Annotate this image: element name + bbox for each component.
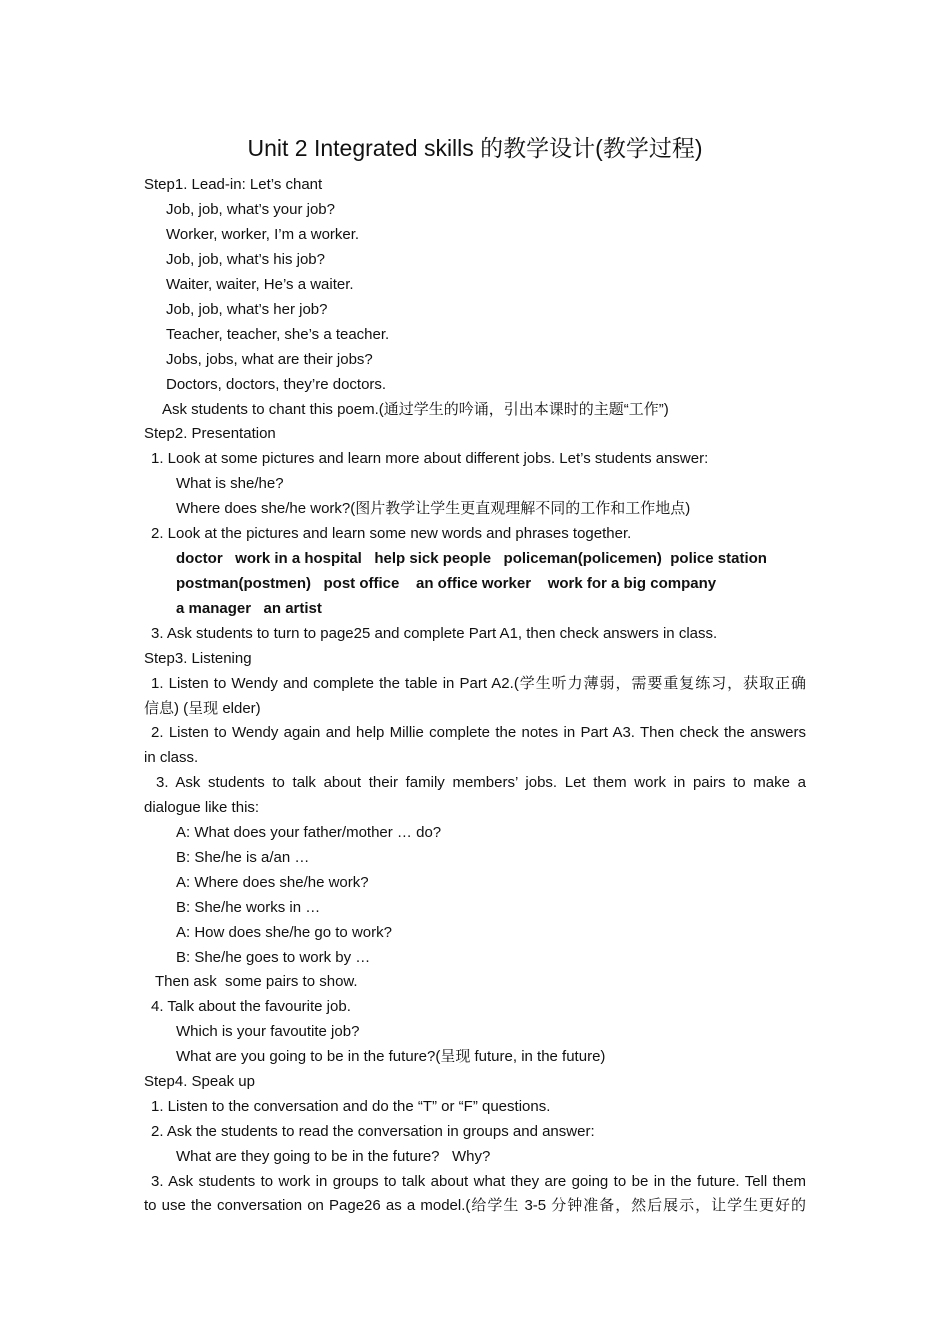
dialogue-line: B: She/he is a/an … [176, 849, 310, 866]
dialogue-line: B: She/he goes to work by … [176, 949, 371, 966]
step4-item-3: 3. Ask students to work in groups to talk about what they are going to be in the future. Tell them [151, 1173, 806, 1190]
step2-item-1: 1. Look at some pictures and learn more about different jobs. Let’s students answer: [151, 450, 709, 467]
step3-item-1: 1. Listen to Wendy and complete the table in Part A2.(学生听力薄弱，需要重复练习，获取正确 [151, 675, 806, 692]
dialogue-line: A: What does your father/mother … do? [176, 824, 442, 841]
step3-show: Then ask some pairs to show. [155, 973, 358, 990]
dialogue-line: B: She/he works in … [176, 899, 321, 916]
chant-line: Waiter, waiter, He’s a waiter. [166, 276, 354, 293]
step4-item-2: 2. Ask the students to read the conversation in groups and answer: [151, 1123, 595, 1140]
step3-item-1-cont: 信息) (呈现 elder) [144, 700, 261, 717]
step3-question: Which is your favoutite job? [176, 1023, 360, 1040]
step3-item-4: 4. Talk about the favourite job. [151, 998, 351, 1015]
step3-item-3-cont: dialogue like this: [144, 799, 260, 816]
step4-question: What are they going to be in the future? Why? [176, 1148, 491, 1165]
step3-item-3: 3. Ask students to talk about their family members’ jobs. Let them work in pairs to make a [156, 774, 806, 791]
vocabulary-line: doctor work in a hospital help sick people policeman(policemen) police station [176, 550, 767, 567]
step4-item-3-cont: to use the conversation on Page26 as a model.(给学生 3-5 分钟准备，然后展示，让学生更好的 [144, 1197, 806, 1214]
step2-heading: Step2. Presentation [144, 425, 276, 442]
vocabulary-line: a manager an artist [176, 600, 322, 617]
chant-line: Job, job, what’s his job? [166, 251, 325, 268]
step2-question: Where does she/he work?(图片教学让学生更直观理解不同的工作和工作地点) [176, 500, 691, 517]
document-title: Unit 2 Integrated skills 的教学设计(教学过程) [247, 135, 703, 161]
chant-line: Worker, worker, I’m a worker. [166, 226, 360, 243]
step3-item-2-cont: in class. [144, 749, 199, 766]
step2-item-2: 2. Look at the pictures and learn some new words and phrases together. [151, 525, 632, 542]
step3-question: What are you going to be in the future?(呈现 future, in the future) [176, 1048, 606, 1065]
chant-line: Jobs, jobs, what are their jobs? [166, 351, 373, 368]
step3-heading: Step3. Listening [144, 650, 252, 667]
chant-line: Job, job, what’s your job? [166, 201, 335, 218]
chant-line: Job, job, what’s her job? [166, 301, 328, 318]
dialogue-line: A: Where does she/he work? [176, 874, 369, 891]
step4-heading: Step4. Speak up [144, 1073, 255, 1090]
step2-question: What is she/he? [176, 475, 284, 492]
step3-item-2: 2. Listen to Wendy again and help Millie complete the notes in Part A3. Then check the answers [151, 724, 806, 741]
dialogue-line: A: How does she/he go to work? [176, 924, 392, 941]
step1-note: Ask students to chant this poem.(通过学生的吟诵，引出本课时的主题“工作”) [162, 401, 669, 418]
chant-line: Teacher, teacher, she’s a teacher. [166, 326, 390, 343]
step4-item-1: 1. Listen to the conversation and do the “T” or “F” questions. [151, 1098, 551, 1115]
step2-item-3: 3. Ask students to turn to page25 and complete Part A1, then check answers in class. [151, 625, 718, 642]
vocabulary-line: postman(postmen) post office an office worker work for a big company [176, 575, 717, 592]
step1-heading: Step1. Lead-in: Let’s chant [144, 176, 323, 193]
chant-line: Doctors, doctors, they’re doctors. [166, 376, 387, 393]
